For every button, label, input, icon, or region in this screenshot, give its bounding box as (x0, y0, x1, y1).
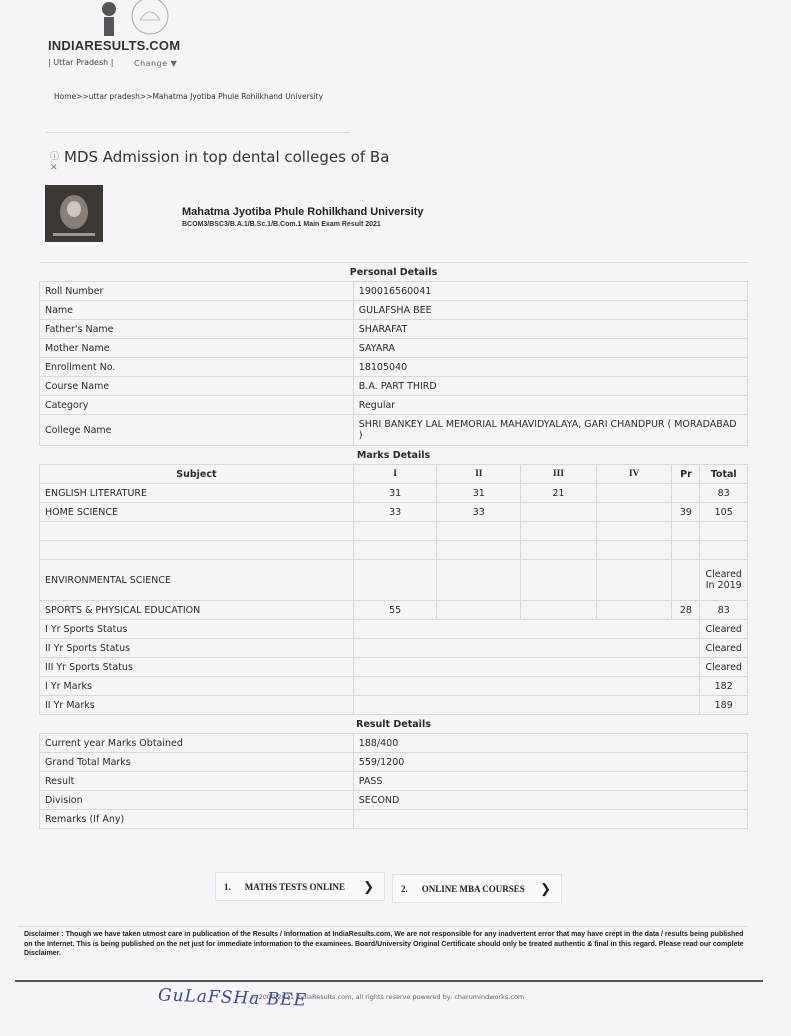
table-row (40, 658, 748, 677)
table-row (40, 484, 748, 503)
table-row (40, 620, 748, 639)
mark-total: Cleared In 2019 (700, 560, 748, 601)
disclaimer-text: Disclaimer : Though we have taken utmost care in publication of the Results / Information at IndiaResults.com, We are not responsible for any inadvertent error that may have crept in the data / results being published on the Internet. This is being published on the net just for immediate information to the examinees. Board/University Original Certificate should only be treated authentic & final in this regard. Please read our complete Disclaimer. (24, 931, 744, 957)
table-row (40, 396, 748, 415)
state-label: | Uttar Pradesh | (48, 58, 114, 67)
result-table (39, 262, 748, 829)
marks-details-heading: Marks Details (40, 446, 748, 465)
col-iii: III (521, 465, 597, 484)
mark-pr: 39 (672, 503, 700, 522)
indiaresults-logo-icon (98, 0, 120, 36)
university-name: Mahatma Jyotiba Phule Rohilkhand University (182, 206, 424, 218)
table-row (40, 810, 748, 829)
chevron-right-icon: ❯ (363, 878, 374, 894)
subject-name: SPORTS & PHYSICAL EDUCATION (40, 601, 354, 620)
col-pr: Pr (672, 465, 700, 484)
ad-close-icon[interactable]: ✕ (50, 163, 58, 173)
col-i: I (353, 465, 437, 484)
personal-details-heading: Personal Details (40, 263, 748, 282)
category-value: Regular (353, 396, 747, 415)
marks-header-row (40, 465, 748, 484)
row-label: Category (40, 396, 354, 415)
exam-title: BCOM3/BSC3/B.A.1/B.Sc.1/B.Com.1 Main Exam Result 2021 (182, 221, 381, 228)
mark-pr: 28 (672, 601, 700, 620)
mba-courses-link[interactable] (392, 874, 562, 903)
state-emblem-icon (128, 0, 172, 40)
mother-name-value: SAYARA (353, 339, 747, 358)
row-label: III Yr Sports Status (40, 658, 354, 677)
college-value: SHRI BANKEY LAL MEMORIAL MAHAVIDYALAYA, GARI CHANDPUR ( MORADABAD ) (353, 415, 747, 446)
grand-total-value: 559/1200 (353, 753, 747, 772)
col-iv: IV (596, 465, 672, 484)
mark-ii (437, 601, 521, 620)
mark-iv (596, 503, 672, 522)
row-label: Name (40, 301, 354, 320)
table-row (40, 339, 748, 358)
link-label: MATHS TESTS ONLINE (244, 881, 345, 892)
table-row (40, 282, 748, 301)
result-value: PASS (353, 772, 747, 791)
division-value: SECOND (353, 791, 747, 810)
mark-ii: 31 (437, 484, 521, 503)
table-row (40, 320, 748, 339)
mark-i: 31 (353, 484, 437, 503)
current-marks-value: 188/400 (353, 734, 747, 753)
divider (15, 980, 763, 982)
row-label: College Name (40, 415, 354, 446)
mark-total: 83 (700, 601, 748, 620)
mark-iii: 21 (521, 484, 597, 503)
row-label: Grand Total Marks (40, 753, 354, 772)
mark-iv (596, 601, 672, 620)
mark-iv (596, 560, 672, 601)
row-label: I Yr Sports Status (40, 620, 354, 639)
footer-copyright: © 2000-2021 IndiaResults.com, all rights reserve powered by: charumindworks.com (250, 993, 525, 1001)
maths-tests-link[interactable] (215, 872, 385, 901)
mark-i (353, 560, 437, 601)
table-row (40, 753, 748, 772)
breadcrumb[interactable]: Home>>uttar pradesh>>Mahatma Jyotiba Phule Rohilkhand University (54, 92, 324, 101)
ad-controls[interactable] (50, 152, 59, 174)
father-name-value: SHARAFAT (353, 320, 747, 339)
enrollment-value: 18105040 (353, 358, 747, 377)
table-row (40, 772, 748, 791)
name-value: GULAFSHA BEE (353, 301, 747, 320)
link-label: ONLINE MBA COURSES (421, 883, 525, 894)
mark-iii (521, 601, 597, 620)
row-label: Current year Marks Obtained (40, 734, 354, 753)
year2-marks: 189 (700, 696, 748, 715)
table-row (40, 301, 748, 320)
col-total: Total (700, 465, 748, 484)
handwritten-signature: GuLaFSHa BEE (157, 985, 308, 1011)
link-number: 2. (401, 883, 408, 894)
table-row (40, 696, 748, 715)
sports-status-1: Cleared (700, 620, 748, 639)
mark-iii (521, 560, 597, 601)
table-row (40, 377, 748, 396)
subject-name: ENGLISH LITERATURE (40, 484, 354, 503)
table-row (40, 639, 748, 658)
row-label: II Yr Sports Status (40, 639, 354, 658)
table-row (40, 415, 748, 446)
result-details-heading: Result Details (40, 715, 748, 734)
table-row (40, 791, 748, 810)
table-row (40, 601, 748, 620)
sports-status-2: Cleared (700, 639, 748, 658)
ad-info-icon[interactable]: ⓘ (50, 152, 60, 162)
subject-name: ENVIRONMENTAL SCIENCE (40, 560, 354, 601)
year1-marks: 182 (700, 677, 748, 696)
roll-number-value: 190016560041 (353, 282, 747, 301)
chevron-right-icon: ❯ (540, 880, 551, 896)
row-label: Result (40, 772, 354, 791)
row-label: Course Name (40, 377, 354, 396)
empty-row (40, 541, 748, 560)
mark-total: 83 (700, 484, 748, 503)
table-row (40, 560, 748, 601)
university-logo-icon (45, 185, 103, 242)
table-row (40, 503, 748, 522)
row-label: Father's Name (40, 320, 354, 339)
link-number: 1. (224, 881, 231, 892)
course-value: B.A. PART THIRD (353, 377, 747, 396)
site-brand[interactable]: INDIARESULTS.COM (48, 38, 181, 53)
mark-pr (672, 484, 700, 503)
table-row (40, 677, 748, 696)
empty-row (40, 522, 748, 541)
sports-status-3: Cleared (700, 658, 748, 677)
row-label: I Yr Marks (40, 677, 354, 696)
row-label: Roll Number (40, 282, 354, 301)
mark-pr (672, 560, 700, 601)
table-row (40, 358, 748, 377)
mark-iv (596, 484, 672, 503)
mark-i: 33 (353, 503, 437, 522)
mark-ii (437, 560, 521, 601)
change-state-link[interactable]: Change ▼ (134, 59, 178, 68)
mark-total: 105 (700, 503, 748, 522)
subject-name: HOME SCIENCE (40, 503, 354, 522)
row-label: Enrollment No. (40, 358, 354, 377)
ad-text[interactable]: MDS Admission in top dental colleges of Ba (64, 148, 390, 166)
col-subject: Subject (40, 465, 354, 484)
table-row (40, 734, 748, 753)
row-label: Mother Name (40, 339, 354, 358)
mark-ii: 33 (437, 503, 521, 522)
col-ii: II (437, 465, 521, 484)
row-label: II Yr Marks (40, 696, 354, 715)
row-label: Division (40, 791, 354, 810)
row-label: Remarks (If Any) (40, 810, 354, 829)
mark-iii (521, 503, 597, 522)
remarks-value (353, 810, 747, 829)
mark-i: 55 (353, 601, 437, 620)
